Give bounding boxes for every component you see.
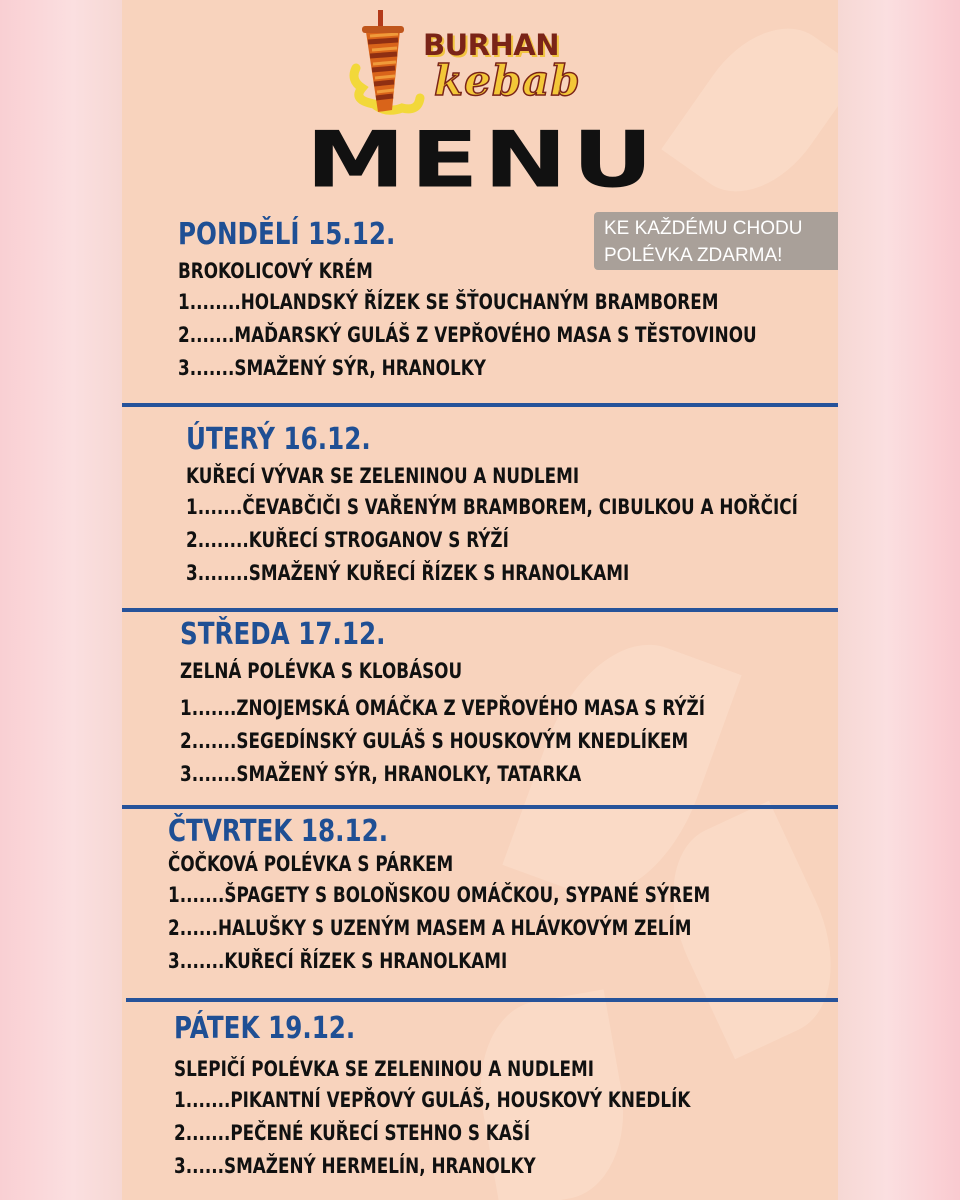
brand-name-top: BURHAN [423,28,559,62]
menu-item: 2.......SEGEDÍNSKÝ GULÁŠ S HOUSKOVÝM KNEDLÍKEM [180,729,689,753]
notice-line-2: POLÉVKA ZDARMA! [604,245,783,266]
menu-item: 3........SMAŽENÝ KUŘECÍ ŘÍZEK S HRANOLKAMI [186,561,630,585]
menu-item: 1.......ČEVABČIČI S VAŘENÝM BRAMBOREM, CIBULKOU A HOŘČICÍ [186,495,798,519]
menu-item: 1........HOLANDSKÝ ŘÍZEK SE ŠŤOUCHANÝM BRAMBOREM [178,290,719,314]
menu-item: 1.......ŠPAGETY S BOLOŇSKOU OMÁČKOU, SYPANÉ SÝREM [168,883,711,907]
day-tuesday [186,423,838,590]
right-frame [838,0,960,1200]
day-divider [122,805,838,809]
menu-item: 3......SMAŽENÝ HERMELÍN, HRANOLKY [174,1154,536,1178]
notice-line-1: KE KAŽDÉMU CHODU [604,218,803,239]
day-soup: KUŘECÍ VÝVAR SE ZELENINOU A NUDLEMI [186,464,580,488]
day-thursday [168,815,838,978]
day-title: ČTVRTEK 18.12. [168,814,389,849]
day-soup: BROKOLICOVÝ KRÉM [178,259,373,283]
kebab-icon [348,8,438,118]
menu-board [122,0,838,1200]
menu-item: 3.......SMAŽENÝ SÝR, HRANOLKY, TATARKA [180,762,582,786]
left-frame [0,0,122,1200]
day-title: STŘEDA 17.12. [180,617,386,652]
day-title: PONDĚLÍ 15.12. [178,217,396,252]
brand-name-bottom: kebab [434,56,581,105]
day-title: ÚTERÝ 16.12. [186,422,371,457]
menu-item: 2......HALUŠKY S UZENÝM MASEM A HLÁVKOVÝM ZELÍM [168,916,692,940]
day-friday [174,1012,819,1183]
day-soup: ČOČKOVÁ POLÉVKA S PÁRKEM [168,852,454,876]
day-divider [122,608,838,612]
day-title: PÁTEK 19.12. [174,1011,356,1046]
day-wednesday [180,618,836,791]
menu-title: MENU [305,115,659,206]
menu-item: 2.......MAĎARSKÝ GULÁŠ Z VEPŘOVÉHO MASA S TĚSTOVINOU [178,323,757,347]
menu-item: 2........KUŘECÍ STROGANOV S RÝŽÍ [186,528,509,552]
menu-item: 3.......KUŘECÍ ŘÍZEK S HRANOLKAMI [168,949,508,973]
menu-item: 1.......PIKANTNÍ VEPŘOVÝ GULÁŠ, HOUSKOVÝ KNEDLÍK [174,1088,691,1112]
day-soup: ZELNÁ POLÉVKA S KLOBÁSOU [180,659,463,683]
day-monday [178,218,838,385]
brand-logo [348,8,618,118]
menu-item: 2.......PEČENÉ KUŘECÍ STEHNO S KAŠÍ [174,1121,531,1145]
menu-item: 1.......ZNOJEMSKÁ OMÁČKA Z VEPŘOVÉHO MASA S RÝŽÍ [180,696,705,720]
day-divider [122,403,838,407]
menu-item: 3.......SMAŽENÝ SÝR, HRANOLKY [178,356,486,380]
day-divider [126,998,838,1002]
day-soup: SLEPIČÍ POLÉVKA SE ZELENINOU A NUDLEMI [174,1057,594,1081]
